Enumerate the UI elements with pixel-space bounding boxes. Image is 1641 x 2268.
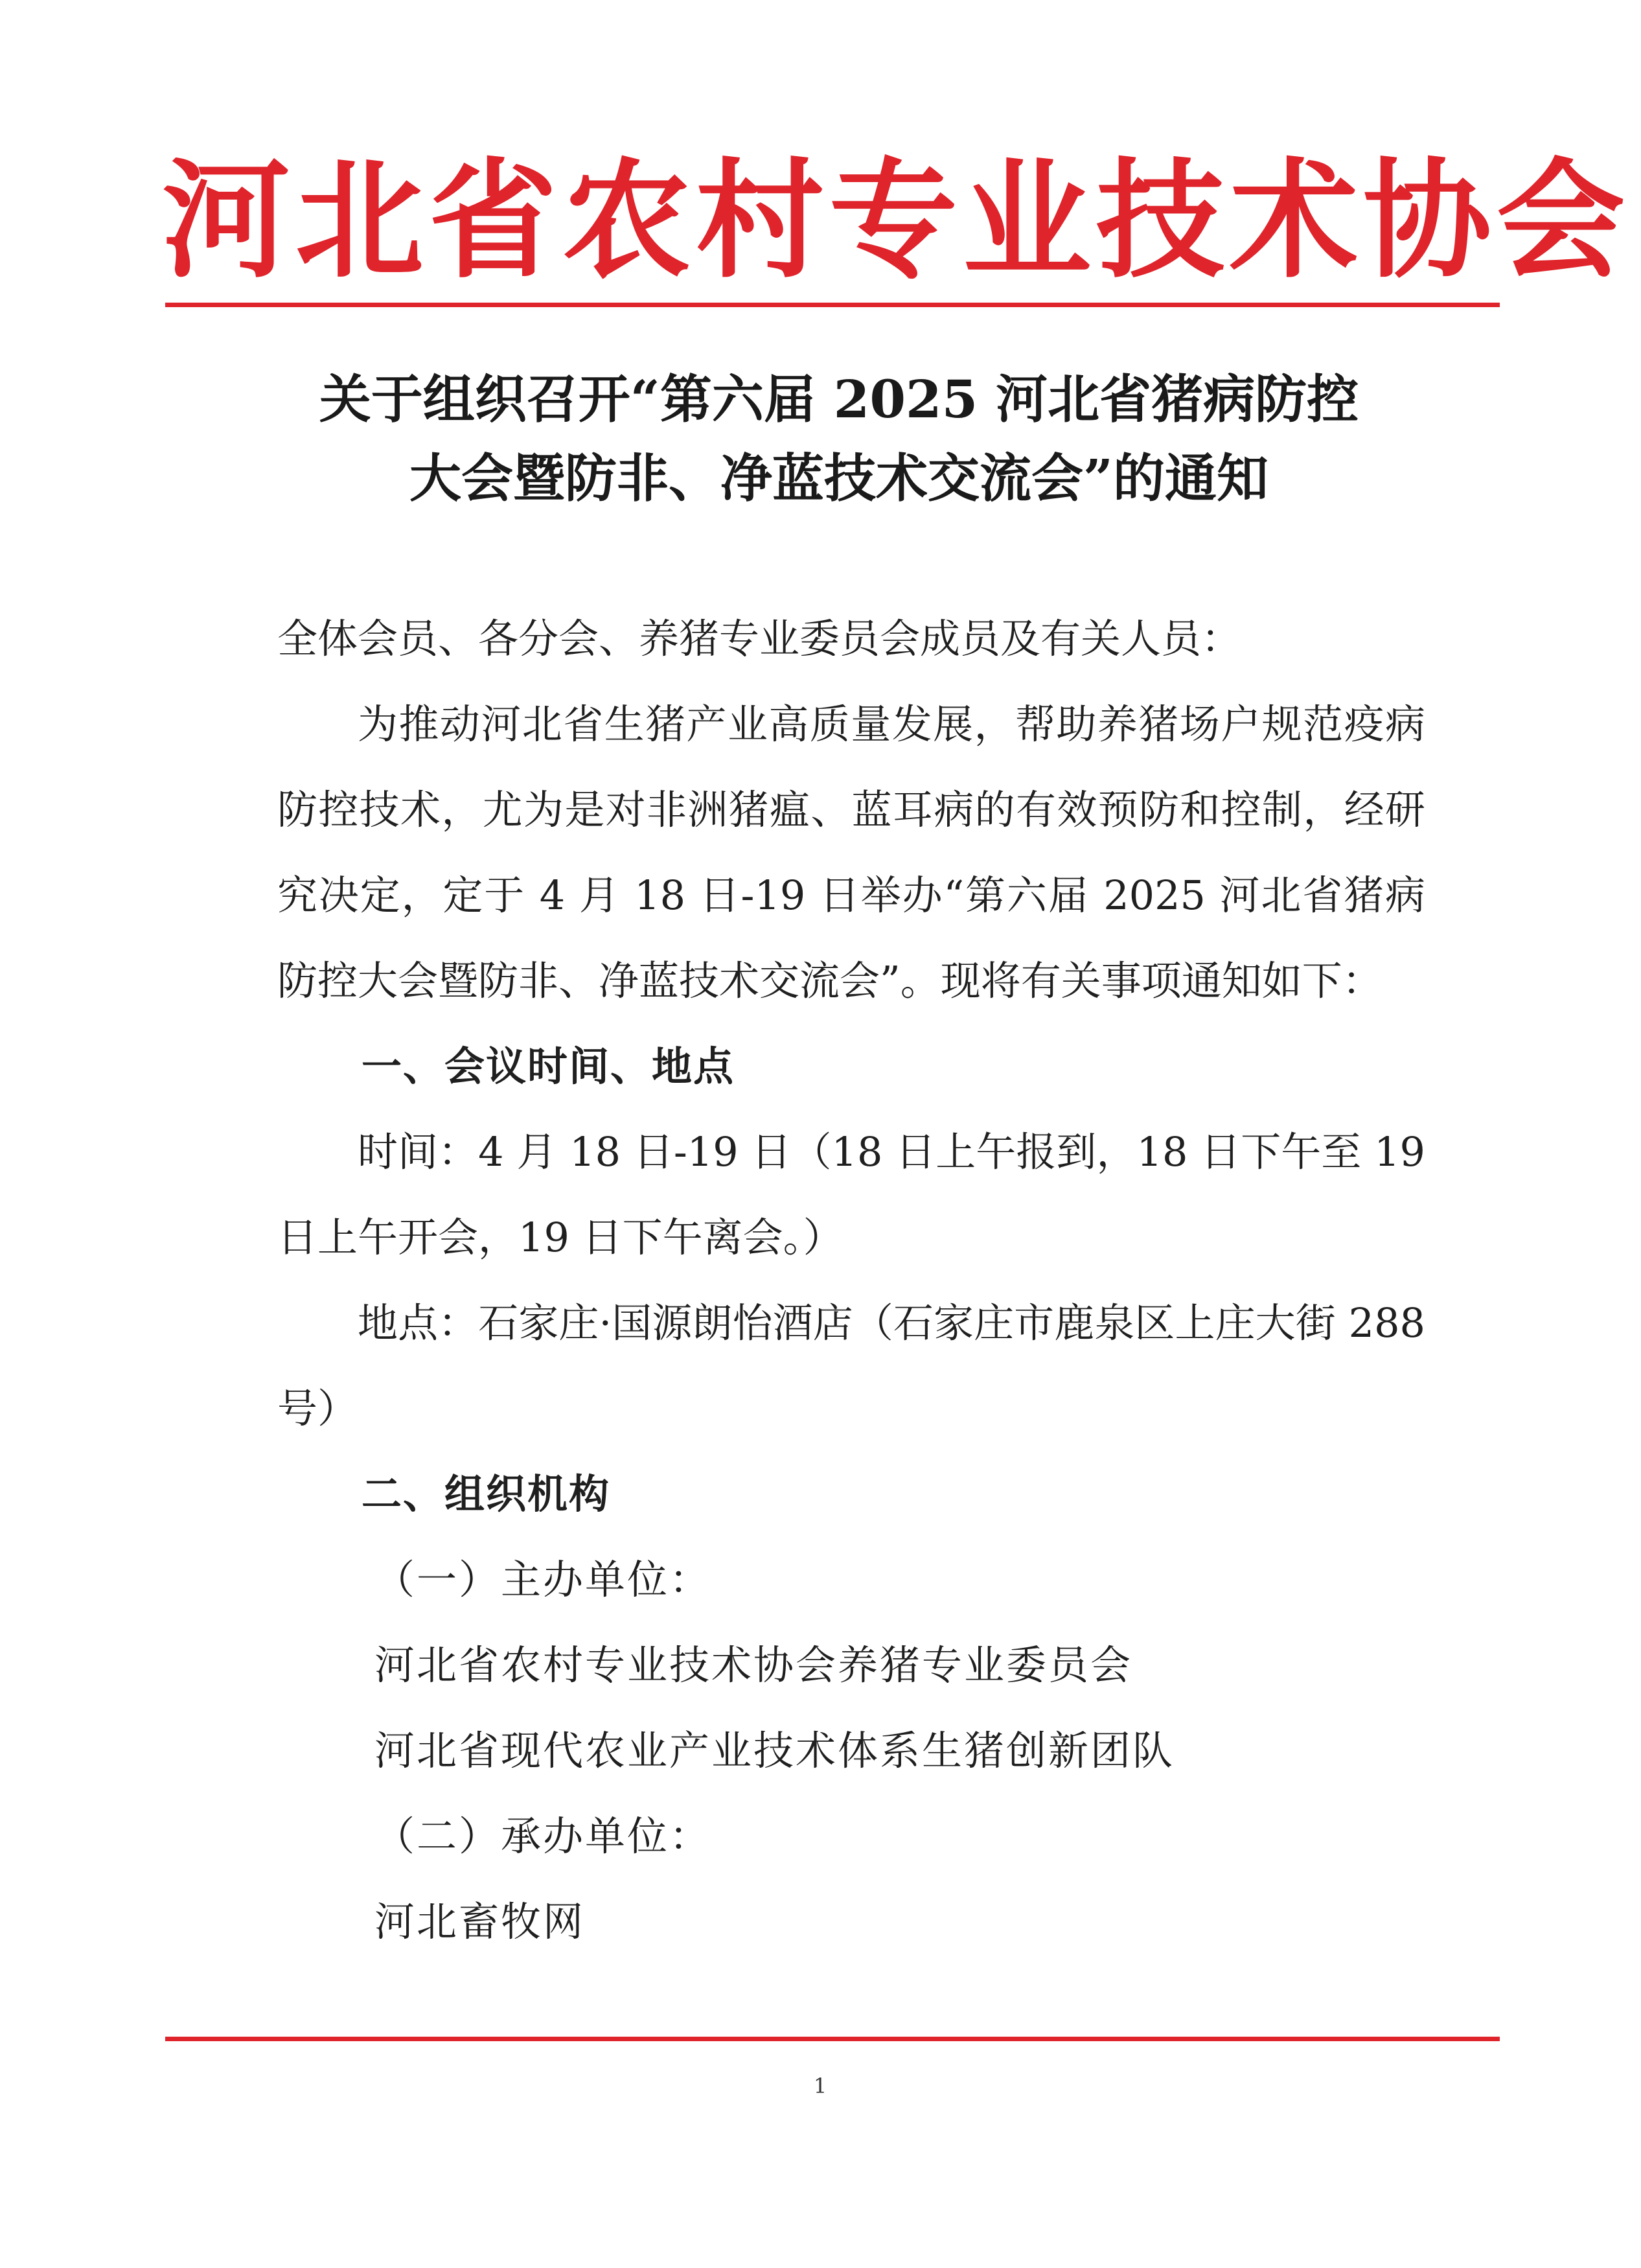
- organization-letterhead-title: 河北省农村专业技术协会: [162, 145, 1630, 295]
- section-1-heading: 一、会议时间、地点: [361, 1043, 735, 1090]
- host-organization-2: 河北省现代农业产业技术体系生猪创新团队: [374, 1727, 1175, 1774]
- intro-paragraph: 为推动河北省生猪产业高质量发展，帮助养猪场户规范疫病防控技术，尤为是对非洲猪瘟、蓝耳病的有效预防和控制，经研究决定，定于 4 月 18 日-19 日举办“第六届 2025 河北省猪病防控大会暨防非、净蓝技术交流会”。现将有关事项通知如下：: [277, 700, 1425, 1004]
- notice-title-line-2: 大会暨防非、净蓝技术交流会”的通知: [409, 448, 1268, 509]
- notice-title: [194, 360, 1484, 518]
- notice-title-line-1: 关于组织召开“第六届 2025 河北省猪病防控: [319, 369, 1359, 430]
- section-2-heading: 二、组织机构: [361, 1470, 611, 1518]
- meeting-place: 地点：石家庄·国源朗怡酒店（石家庄市鹿泉区上庄大街 288 号）: [277, 1299, 1425, 1432]
- host-label: （一）主办单位：: [374, 1556, 712, 1603]
- footer-divider: [165, 2037, 1500, 2041]
- organizer-label: （二）承办单位：: [374, 1812, 712, 1860]
- notice-body: [277, 596, 1425, 1965]
- page-number: 1: [813, 2074, 827, 2098]
- meeting-time: 时间：4 月 18 日-19 日（18 日上午报到，18 日下午至 19 日上午开会，19 日下午离会。）: [277, 1128, 1425, 1261]
- host-organization-1: 河北省农村专业技术协会养猪专业委员会: [374, 1641, 1133, 1689]
- salutation: 全体会员、各分会、养猪专业委员会成员及有关人员：: [277, 615, 1242, 662]
- organizer-organization-1: 河北畜牧网: [374, 1898, 586, 1945]
- letterhead-divider-top: [165, 303, 1500, 307]
